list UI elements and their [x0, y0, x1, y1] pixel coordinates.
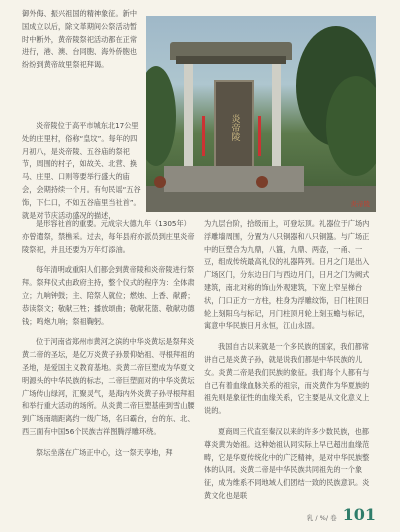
pavilion-eave — [176, 56, 286, 64]
incense-pot — [256, 176, 268, 188]
photo-caption: 炎帝陵 — [350, 200, 370, 208]
magazine-issue: 乳 / %/ 卷 — [306, 514, 337, 522]
paragraph: 祭坛坐落在广场正中心，这一祭天享地，拜 — [36, 447, 173, 457]
page-number: 101 — [342, 505, 376, 524]
tree — [326, 76, 376, 176]
paragraph: 是形容社首的重要。元成宗大德九年（1305年）亦曾遣祭，禁樵采。过去，每年县府亦派员到庄里炎帝陵祭祀，并且还要为万年灯添油。 — [22, 219, 195, 254]
tree — [146, 66, 176, 166]
altar-base — [164, 166, 304, 192]
paragraph: 位于河南省郑州市黄河之滨的中华炎黄坛是祭拜炎黄二帝的圣坛，是亿万炎黄子孙景仰始祖、寻根拜祖的圣地，是爱国主义教育基地。炎黄二帝巨塑成为华夏文明源头的中华民族的标志，二帝巨塑面对的中华炎黄坛广场传山绿河，汇聚灵气，是海内外炎黄子孙寻根拜祖和举行重大活动的场所。从炎黄二帝巨塑基座到雪山腰到广场南端距离约一级广场，名曰霸台，台的东、北、西三面有中国56个民族吉祥图腾浮雕环绕。 — [22, 337, 195, 436]
text-column-left — [22, 218, 198, 468]
paragraph: 夏商周三代直至秦汉以来的许多少数民族，也都尊炎黄为始祖。这种始祖认同实际上早已超出血缘范畴，它是华夏传统化中的广泛精神，是对中华民族整体的认同。炎黄二帝是中华民族共同祖先的一个象征，成为维系不同地域人们团结一致的民族意识。炎黄文化也是联 — [204, 426, 370, 500]
text-column-left-narrow — [22, 120, 142, 222]
incense-pot — [154, 176, 166, 188]
pillar — [184, 64, 193, 170]
paragraph: 每年清明或重阳人们都会到黄帝陵和炎帝陵进行祭拜。祭拜仪式由政府主持，整个仪式的程序为：全体肃立；九响钟鼓；主、陪祭人就位；燃烛、上香、献爵；恭读祭文；敬献三牲；播放颂曲；敬献花篮、敬献功德钱；鸣炮九响；祭祖鞠躬。 — [22, 265, 195, 326]
paragraph: 御外侮、振兴祖国的精神象征。新中国成立以后，除文革期间公祭活动暂时中断外，黄帝陵祭祀活动都在正常进行，港、澳、台同胞、海外侨胞也纷纷到黄帝故里祭祀拜谒。 — [22, 9, 138, 70]
pillar — [272, 64, 281, 170]
candle — [202, 116, 205, 156]
text-column-right — [204, 218, 376, 511]
paragraph: 炎帝陵位于高平市城东北17公里处的庄里村，俗称“皇坟”。每年的四月初八，是炎帝陵、五谷庙的祭祀节，周围的村子，如故关、北营、换马、庄里、口则等要举行盛大的庙会，会期持续一个月。有句民谣“五谷饰，下仁口，不如五谷庙里当社首”。就是对节庆活动盛况的描述， — [22, 121, 141, 220]
page-footer — [307, 505, 376, 524]
paragraph: 为九层台阶，拾级而上，可登坛顶。礼器位于广场内浮雕墙周围，分置为八只铜器和八只铜簋。与广场正中的巨塑合为九鼎，八簋，九鼎、两壶，一甬、一豆，组成传统最高礼仪的礼器阵列。日月之门是出入广场区门，分东边日门与西边月门，日月之门为阙式建筑，南北对称的饰山外观建筑，下宽上窄呈梯台状，门口正方一方柱，柱身为浮雕纹饰，日门柱顶日轮上刻阳乌与标记，月门柱顶月轮上刻玉蟾与标记，寓意中华民族日月永恒，江山永固。 — [204, 219, 370, 331]
stele — [214, 80, 254, 174]
stele-inscription: 炎帝陵 — [229, 113, 240, 141]
candle — [258, 116, 261, 156]
photo-yandi-mausoleum — [146, 16, 376, 212]
paragraph: 我国自古以来就是一个多民族的国家，我们都常讲自己是炎黄子孙，就是说我们都是中华民族的儿女。炎黄二帝是我们民族的象征。我们每个人都有与自己有着血缘血脉关系的祖宗，而炎黄作为华夏族的祖先则是象征性的血缘关系，它主要是从文化意义上说的。 — [204, 342, 370, 416]
text-column-top-left — [22, 8, 142, 72]
